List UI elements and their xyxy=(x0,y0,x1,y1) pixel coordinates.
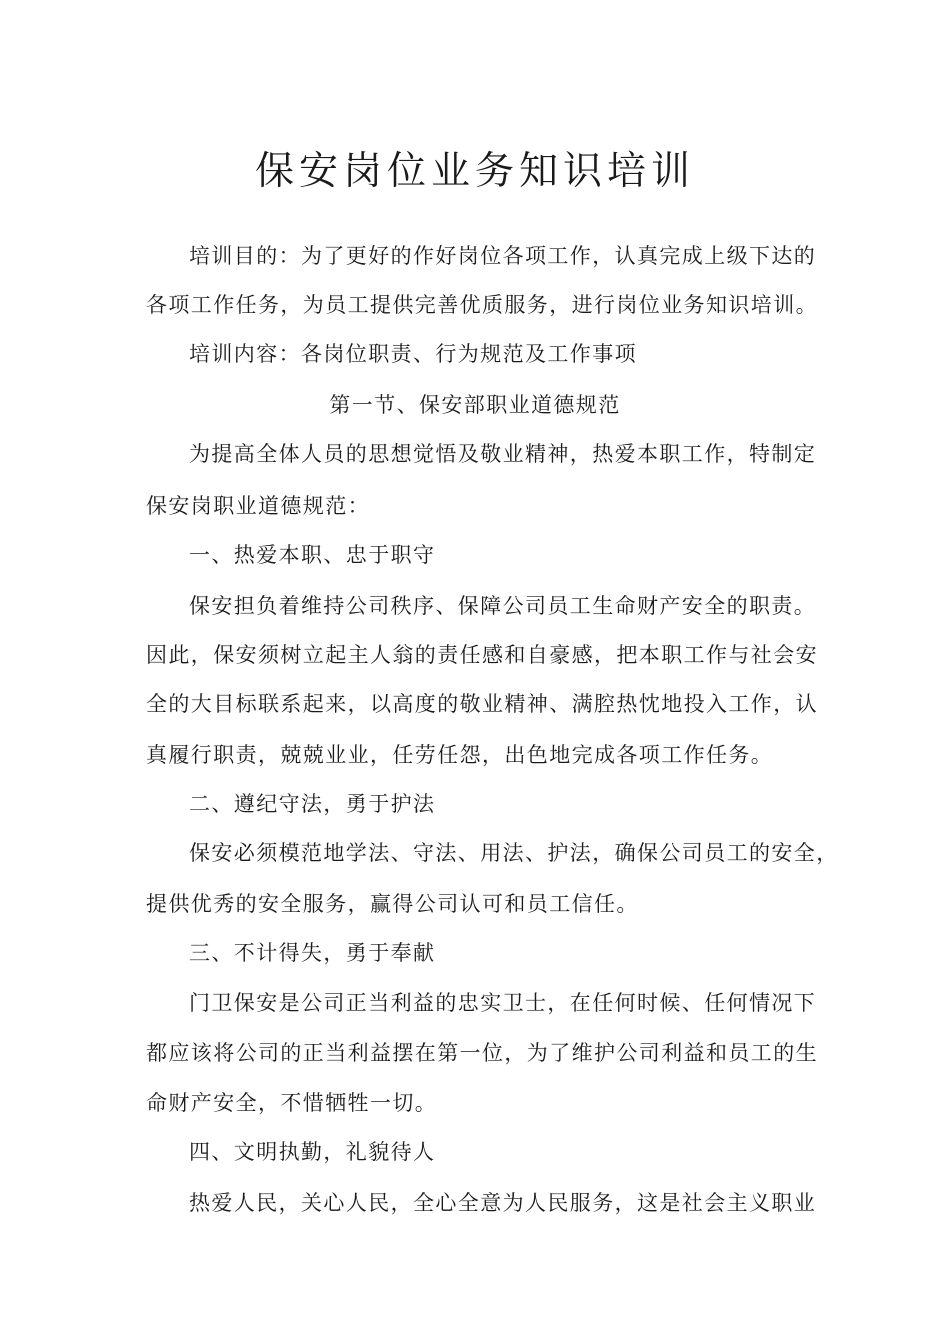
section-heading: 第一节、保安部职业道德规范 xyxy=(329,393,621,417)
subheading: 四、文明执勤，礼貌待人 xyxy=(189,1140,436,1164)
paragraph-line: 培训内容：各岗位职责、行为规范及工作事项 xyxy=(189,342,637,366)
paragraph-line: 各项工作任务，为员工提供完善优质服务，进行岗位业务知识培训。 xyxy=(146,293,818,317)
paragraph-line: 为提高全体人员的思想觉悟及敬业精神，热爱本职工作，特制定 xyxy=(189,442,817,466)
paragraph-line: 命财产安全，不惜牺牲一切。 xyxy=(146,1091,438,1115)
paragraph-line: 因此，保安须树立起主人翁的责任感和自豪感，把本职工作与社会安 xyxy=(146,643,818,667)
paragraph-line: 全的大目标联系起来，以高度的敬业精神、满腔热忱地投入工作，认 xyxy=(146,692,818,716)
subheading: 二、遵纪守法，勇于护法 xyxy=(189,792,436,816)
document-title: 保安岗位业务知识培训 xyxy=(254,149,695,194)
paragraph-line: 保安岗职业道德规范： xyxy=(146,494,370,518)
paragraph-line: 门卫保安是公司正当利益的忠实卫士，在任何时候、任何情况下 xyxy=(189,991,817,1015)
paragraph-line: 真履行职责，兢兢业业，任劳任怨，出色地完成各项工作任务。 xyxy=(146,743,774,767)
subheading: 三、不计得失，勇于奉献 xyxy=(189,941,436,965)
paragraph-line: 保安必须模范地学法、守法、用法、护法，确保公司员工的安全， xyxy=(189,841,839,865)
subheading: 一、热爱本职、忠于职守 xyxy=(189,543,436,567)
paragraph-line: 热爱人民，关心人民，全心全意为人民服务，这是社会主义职业 xyxy=(189,1191,817,1215)
paragraph-line: 提供优秀的安全服务，赢得公司认可和员工信任。 xyxy=(146,892,639,916)
paragraph-line: 培训目的：为了更好的作好岗位各项工作，认真完成上级下达的 xyxy=(189,244,817,268)
paragraph-line: 都应该将公司的正当利益摆在第一位，为了维护公司利益和员工的生 xyxy=(146,1041,818,1065)
paragraph-line: 保安担负着维持公司秩序、保障公司员工生命财产安全的职责。 xyxy=(189,594,817,618)
